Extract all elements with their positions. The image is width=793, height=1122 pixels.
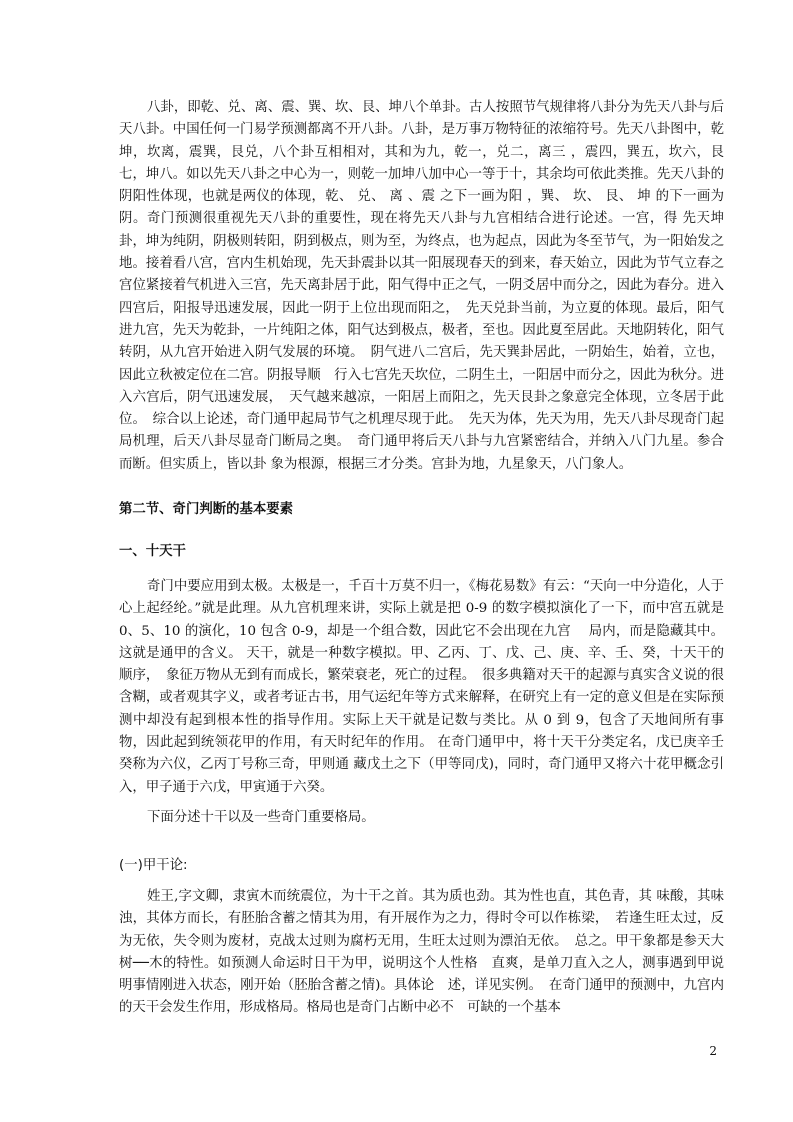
bagua-paragraph: 八卦，即乾、兑、离、震、巽、坎、艮、坤八个单卦。古人按照节气规律将八卦分为先天八卦与后天八卦。中国任何一门易学预测都离不开八卦。八卦，是万事万物特征的浓缩符号。先天八卦图中，乾坤，坎离，震巽，艮兑，八个卦互相相对，其和为九，乾一，兑二，离三 ，震四，巽五，坎六，艮七，坤八。如以先天八卦之中心为一，则乾一加坤八加中心一等于十，其余均可依此类推。先天八卦的阴阳性体现，也就是两仪的体现，乾、 兑、 离 、震 之下一画为阳 ，巽、 坎、 艮、 坤 的下一画为阴。奇门预测很重视先天八卦的重要性，现在将先天八卦与九宫相结合进行论述。一宫，得 先天坤卦，坤为纯阴，阴极则转阳，阴到极点，则为至，为终点，也为起点，因此为冬至节气，为一阳始发之地。接着看八宫，宫内生机始现，先天卦震卦以其一阳展现春天的到来，春天始立，因此为节气立春之宫位紧接着气机进入三宫，先天离卦居于此，阳气得中正之气，一阴爻居中而分之，因此为春分。进入四宫后，阳报导迅速发展，因此一阴于上位出现而阳之， 先天兑卦当前，为立夏的体现。最后，阳气进九宫，先天为乾卦，一片纯阳之体，阳气达到极点，极者，至也。因此夏至居此。天地阴转化，阳气转阴，从九宫开始进入阴气发展的环境。 阴气进八二宫后，先天巽卦居此，一阴始生，始着，立也，因此立秋被定位在二宫。阴报导顺 行入七宫先天坎位，二阴生土，一阳居中而分之，因此为秋分。进入六宫后，阴气迅速发展， 天气越来越凉，一阳居上而阳之，先天艮卦之象意完全体现，立冬居于此位。 综合以上论述，奇门通甲起局节气之机理尽现于此。 先天为体，先天为用，先天八卦尽现奇门起局机理，后天八卦尽显奇门断局之奥。 奇门通甲将后天八卦与九宫紧密结合，并纳入八门九星。参合而断。但实质上，皆以卦 象为根源，根据三才分类。宫卦为地，九星象天，八门象人。 [119, 100, 724, 472]
tiangan-heading: 一、十天干 [119, 544, 186, 559]
section-heading: 第二节、奇门判断的基本要素 [119, 502, 294, 517]
tiangan-next-paragraph: 下面分述十干以及一些奇门重要格局。 [147, 810, 375, 825]
jia-paragraph: 姓王,字文卿，隶寅木而统震位，为十干之首。其为质也劲。其为性也直，其色青，其 味酸，其味浊，其体方而长，有胚胎含蓄之情其为用，有开展作为之力，得时令可以作栋梁， 若逢生旺太过，反为无依，失令则为废材，克战太过则为腐朽无用，生旺太过则为漂泊无依。 总之。甲干象都是参天大树──木的特性。如预测人命运时日干为甲，说明这个人性格 直爽，是单刀直入之人，测事遇到甲说明事情刚进入状态，刚开始（胚胎含蓄之情)。具体论 述，详见实例。 在奇门通甲的预测中，九宫内的天干会发生作用，形成格局。格局也是奇门占断中必不 可缺的一个基本 [119, 889, 724, 1016]
tiangan-intro-paragraph: 奇门中要应用到太极。太极是一，千百十万莫不归一，《梅花易数》有云：“天向一中分造化，人于心上起经纶。”就是此理。从九宫机理来讲，实际上就是把 0-9 的数字模拟演化了一下，而中宫五就是 0、5、10 的演化，10 包含 0-9，却是一个组合数，因此它不会出现在九宫 局内，而是隐藏其中。这就是通甲的含义。 天干，就是一种数字模拟。甲、乙丙、丁、戊、己、庚、辛、壬、癸，十天干的顺序， 象征万物从无到有而成长，繁荣衰老，死亡的过程。 很多典籍对天干的起源与真实含义说的很含糊，或者观其字义，或者考证古书，用气运纪年等方式来解释，在研究上有一定的意义但是在实际预测中却没有起到根本性的指导作用。实际上天干就是记数与类比。从 0 到 9，包含了天地间所有事物，因此起到统领花甲的作用，有天时纪年的作用。 在奇门通甲中，将十天干分类定名，戊已庚辛壬癸称为六仪，乙丙丁号称三奇，甲则通 藏戊土之下（甲等同戊)，同时，奇门通甲又将六十花甲概念引入，甲子通于六戊，甲寅通于六癸。 [119, 579, 724, 795]
jia-heading: (一)甲干论: [119, 858, 188, 873]
page-number: 2 [709, 1044, 717, 1058]
